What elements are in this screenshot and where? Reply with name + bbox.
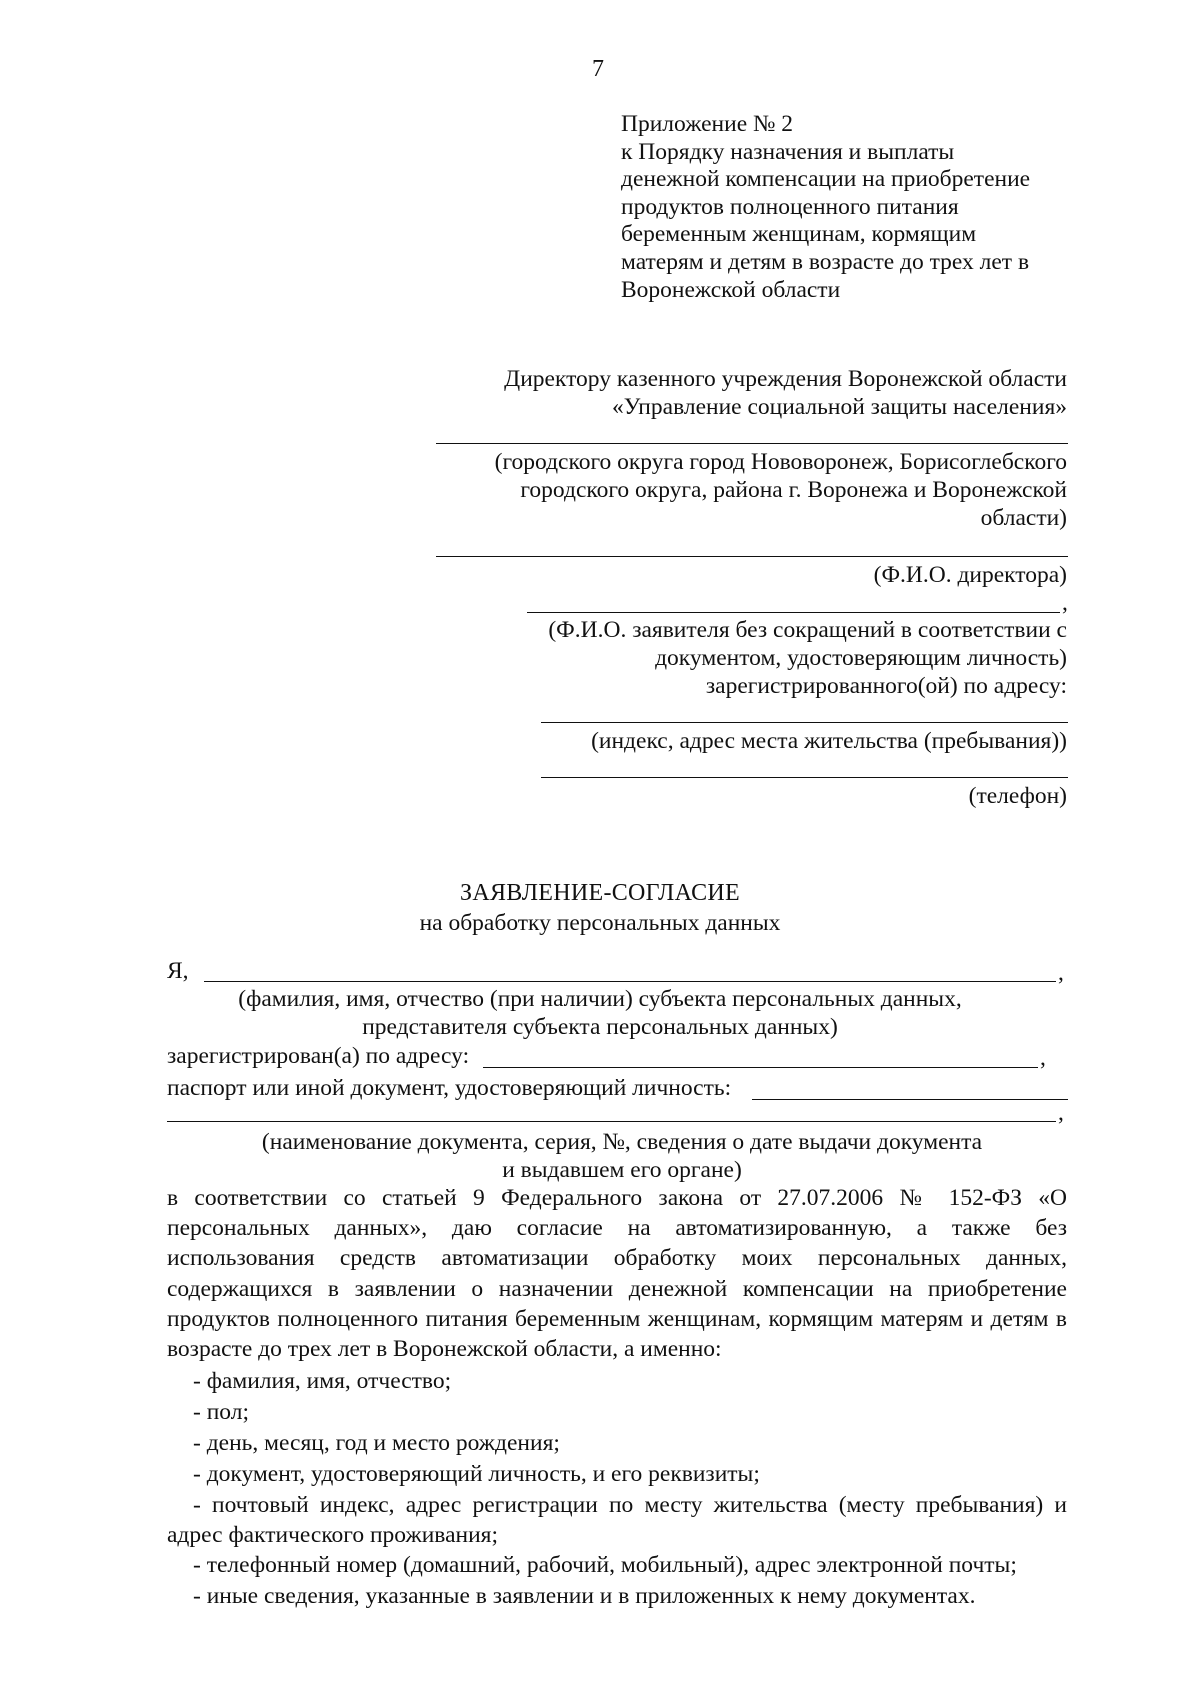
list-item: - иные сведения, указанные в заявлении и в приложенных к нему документах. [193, 1583, 976, 1609]
appendix-line: беременным женщинам, кормящим [621, 221, 977, 248]
comma: , [1062, 590, 1068, 616]
appendix-line: Воронежской области [621, 276, 841, 303]
appendix-line: Приложение № 2 [621, 111, 794, 137]
addressee-line: «Управление социальной защиты населения» [611, 394, 1067, 420]
list-item: - фамилия, имя, отчество; [193, 1368, 452, 1394]
i-label: Я, [167, 958, 189, 984]
district-caption [495, 448, 1067, 532]
phone-fill-line[interactable] [541, 777, 1068, 778]
applicant-fill-line[interactable] [527, 612, 1060, 613]
document-caption [262, 1128, 982, 1184]
data-items-list [167, 1366, 1067, 1612]
registered-fill-line[interactable] [483, 1067, 1038, 1068]
page-number: 7 [592, 56, 604, 82]
caption-line: (наименование документа, серия, №, сведения о дате выдачи документа [261, 1129, 983, 1155]
appendix-header [621, 111, 1030, 304]
director-fill-line[interactable] [436, 556, 1068, 557]
consent-paragraph [167, 1183, 1067, 1364]
caption-line: зарегистрированного(ой) по адресу: [705, 673, 1067, 699]
list-item: - день, месяц, год и место рождения; [193, 1430, 560, 1456]
list-item: - пол; [193, 1399, 249, 1425]
caption-line: и выдавшем его органе) [502, 1157, 742, 1183]
director-caption: (Ф.И.О. директора) [873, 562, 1067, 588]
subject-fill-line[interactable] [204, 981, 1056, 982]
caption-line: городского округа, района г. Воронежа и Воронежской [520, 477, 1067, 503]
addressee [504, 365, 1067, 421]
district-fill-line[interactable] [436, 443, 1068, 444]
comma: , [1058, 960, 1064, 986]
list-item: - документ, удостоверяющий личность, и его реквизиты; [193, 1461, 760, 1487]
appendix-line: денежной компенсации на приобретение [621, 166, 1031, 193]
subject-caption [238, 985, 961, 1041]
document-title: ЗАЯВЛЕНИЕ-СОГЛАСИЕ [460, 880, 740, 906]
addressee-line: Директору казенного учреждения Воронежской области [504, 366, 1067, 392]
appendix-line: продуктов полноценного питания [621, 193, 959, 220]
comma: , [1040, 1045, 1046, 1071]
appendix-line: к Порядку назначения и выплаты [621, 138, 955, 165]
caption-line: документом, удостоверяющим личность) [655, 645, 1067, 671]
caption-line: (городского округа город Нововоронеж, Борисоглебского [494, 449, 1067, 475]
passport-label: паспорт или иной документ, удостоверяющий личность: [167, 1075, 732, 1101]
address-caption: (индекс, адрес места жительства (пребывания)) [591, 728, 1067, 754]
caption-line: представителя субъекта персональных данных) [362, 1014, 838, 1040]
caption-line: области) [980, 505, 1067, 531]
comma: , [1058, 1100, 1064, 1126]
registered-label: зарегистрирован(а) по адресу: [167, 1043, 470, 1069]
list-item: - почтовый индекс, адрес регистрации по месту жительства (месту пребывания) и адрес фактического проживания; [167, 1492, 1067, 1548]
document-fill-line[interactable] [167, 1121, 1056, 1122]
list-item: - телефонный номер (домашний, рабочий, мобильный), адрес электронной почты; [193, 1552, 1017, 1578]
address-fill-line[interactable] [541, 722, 1068, 723]
passport-fill-line[interactable] [752, 1099, 1068, 1100]
applicant-caption [548, 616, 1067, 700]
caption-line: (Ф.И.О. заявителя без сокращений в соответствии с [548, 617, 1067, 643]
phone-caption: (телефон) [968, 783, 1067, 809]
caption-line: (фамилия, имя, отчество (при наличии) субъекта персональных данных, [238, 986, 962, 1012]
document-subtitle: на обработку персональных данных [419, 910, 781, 936]
appendix-line: матерям и детям в возрасте до трех лет в [621, 248, 1030, 275]
consent-text: в соответствии со статьей 9 Федерального закона от 27.07.2006 № 152-ФЗ «О персональных данных», даю согласие на автоматизированную, а также без использования средств автоматизации обработку моих персональных данных, содержащихся в заявлении о назначении денежной компенсации на приобретение продуктов полноценного питания беременным женщинам, кормящим матерям и детям в возрасте до трех лет в Воронежской области, а именно: [167, 1185, 1067, 1363]
